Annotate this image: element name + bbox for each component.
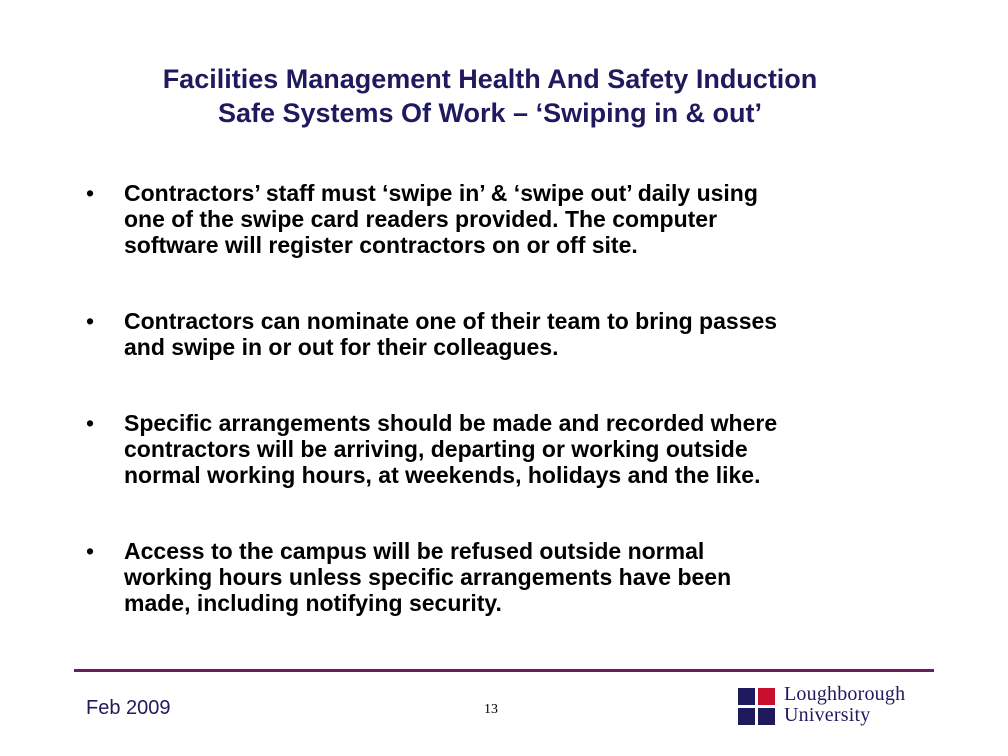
bullet-text-line: normal working hours, at weekends, holidays and the like.	[124, 462, 761, 488]
bullet-list	[86, 180, 936, 666]
bullet-text-line: Contractors’ staff must ‘swipe in’ & ‘swipe out’ daily using	[124, 180, 758, 206]
logo-square-icon	[738, 708, 755, 725]
bullet-dot: •	[86, 308, 95, 334]
title-line-1: Facilities Management Health And Safety Induction	[162, 64, 818, 94]
bullet-text-line: Access to the campus will be refused outside normal	[124, 538, 705, 564]
footer-divider	[74, 669, 934, 672]
bullet-text-line: one of the swipe card readers provided. The computer	[124, 206, 718, 232]
bullet-dot: •	[86, 538, 95, 564]
logo-square-icon	[758, 708, 775, 725]
slide-title	[60, 62, 920, 130]
page-number: 13	[484, 702, 498, 717]
bullet-dot: •	[86, 410, 95, 436]
logo-wordmark	[784, 684, 905, 726]
bullet-text-line: and swipe in or out for their colleagues.	[124, 334, 559, 360]
bullet-item	[86, 538, 936, 616]
bullet-text-line: working hours unless specific arrangements have been	[124, 564, 732, 590]
bullet-dot: •	[86, 180, 95, 206]
logo-text-line-2: University	[784, 704, 871, 726]
bullet-item	[86, 308, 936, 360]
logo-text-line-1: Loughborough	[784, 683, 906, 705]
title-line-2: Safe Systems Of Work – ‘Swiping in & out’	[217, 98, 763, 128]
bullet-text-line: made, including notifying security.	[124, 590, 502, 616]
bullet-text-line: software will register contractors on or off site.	[124, 232, 638, 258]
bullet-item	[86, 180, 936, 258]
logo-square-icon	[758, 688, 775, 705]
footer-date: Feb 2009	[86, 697, 171, 719]
bullet-item	[86, 410, 936, 488]
logo-mark-icon	[738, 688, 776, 726]
bullet-text-line: Contractors can nominate one of their team to bring passes	[124, 308, 778, 334]
university-logo	[738, 684, 938, 730]
logo-square-icon	[738, 688, 755, 705]
bullet-text-line: contractors will be arriving, departing or working outside	[124, 436, 748, 462]
bullet-text-line: Specific arrangements should be made and recorded where	[124, 410, 778, 436]
